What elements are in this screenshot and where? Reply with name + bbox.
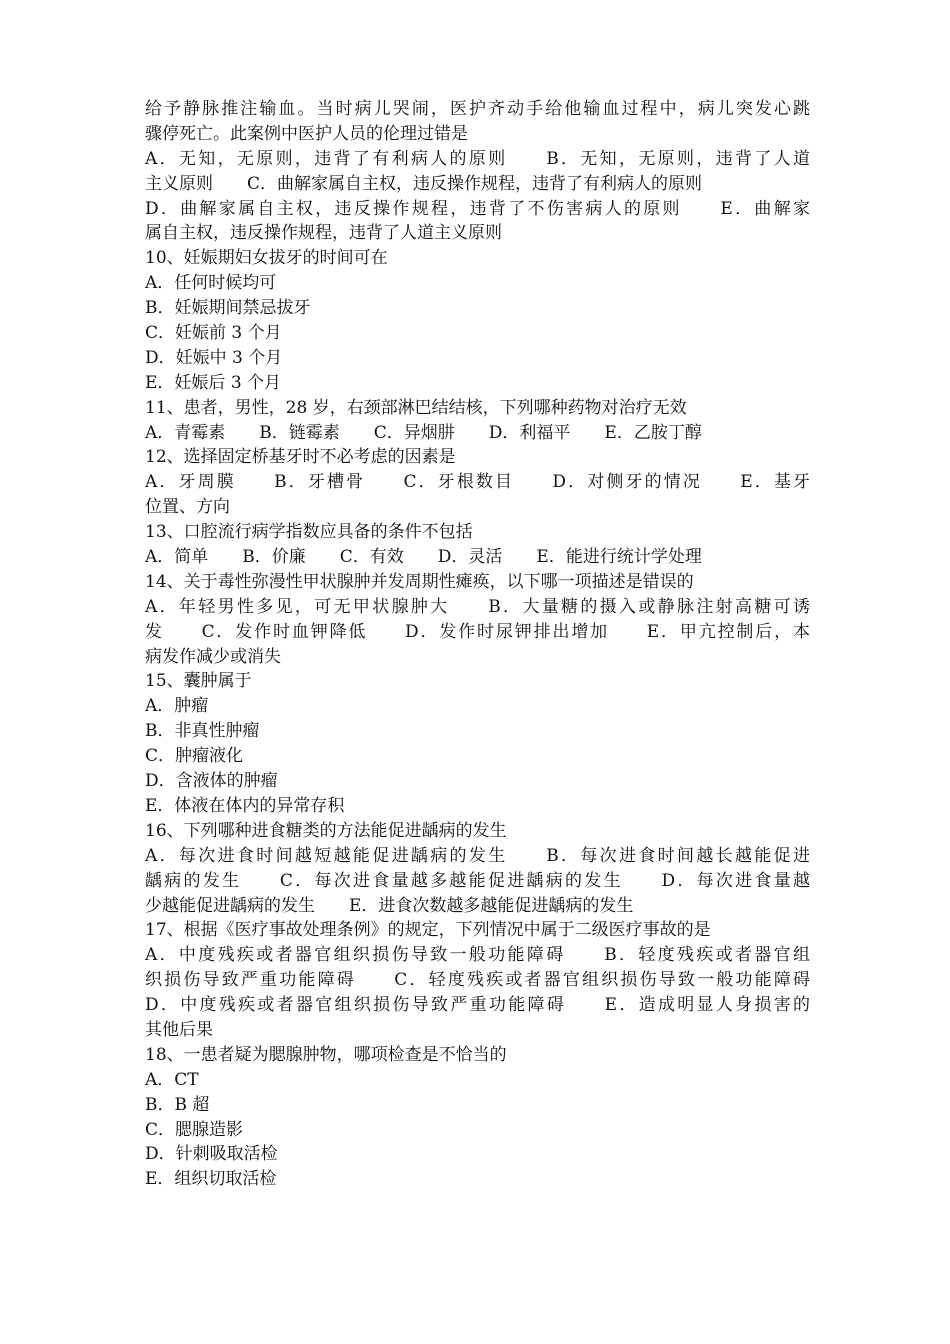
text-line: 属自主权，违反操作规程，违背了人道主义原则 — [145, 223, 502, 244]
answer-option: D．含液体的肿瘤 — [145, 771, 278, 792]
answer-option: E．组织切取活检 — [145, 1169, 277, 1190]
answer-options-line: A．年轻男性多见，可无甲状腺肿大 B．大量糖的摄入或静脉注射高糖可诱 — [145, 596, 810, 617]
answer-options-line: A．简单 B．价廉 C．有效 D．灵活 E．能进行统计学处理 — [145, 547, 702, 568]
question-heading: 12、选择固定桥基牙时不必考虑的因素是 — [145, 447, 456, 468]
answer-option: C．肿瘤液化 — [145, 746, 244, 767]
answer-options-line: 病发作减少或消失 — [145, 646, 281, 667]
answer-option: D．妊娠中 3 个月 — [145, 347, 283, 368]
answer-options-line: 发 C．发作时血钾降低 D．发作时尿钾排出增加 E．甲亢控制后，本 — [145, 621, 810, 642]
answer-options-line: 织损伤导致严重功能障碍 C．轻度残疾或者器官组织损伤导致一般功能障碍 — [145, 970, 810, 991]
answer-option: A．CT — [145, 1069, 199, 1090]
answer-options-line: 少越能促进龋病的发生 E．进食次数越多越能促进龋病的发生 — [145, 895, 634, 916]
answer-options-line: A．牙周膜 B．牙槽骨 C．牙根数目 D．对侧牙的情况 E．基牙 — [145, 472, 810, 493]
question-heading: 15、囊肿属于 — [145, 671, 252, 692]
answer-options-line: 龋病的发生 C．每次进食量越多越能促进龋病的发生 D．每次进食量越 — [145, 870, 810, 891]
document-body — [145, 97, 810, 1192]
text-line: A．无知，无原则，违背了有利病人的原则 B．无知，无原则，违背了人道 — [145, 148, 810, 169]
text-line: 主义原则 C．曲解家属自主权，违反操作规程，违背了有利病人的原则 — [145, 173, 703, 194]
question-heading: 14、关于毒性弥漫性甲状腺肿并发周期性瘫痪，以下哪一项描述是错误的 — [145, 571, 694, 592]
answer-option: D．针刺吸取活检 — [145, 1144, 278, 1165]
answer-options-line: A．每次进食时间越短越能促进龋病的发生 B．每次进食时间越长越能促进 — [145, 845, 810, 866]
text-line: 骤停死亡。此案例中医护人员的伦理过错是 — [145, 123, 468, 144]
answer-options-line: A．中度残疾或者器官组织损伤导致一般功能障碍 B．轻度残疾或者器官组 — [145, 945, 810, 966]
question-heading: 11、患者，男性，28 岁，右颈部淋巴结结核，下列哪种药物对治疗无效 — [145, 397, 687, 418]
question-heading: 16、下列哪种进食糖类的方法能促进龋病的发生 — [145, 820, 507, 841]
answer-option: E．体液在体内的异常存积 — [145, 795, 345, 816]
answer-options-line: 位置、方向 — [145, 497, 230, 518]
answer-option: A．任何时候均可 — [145, 273, 277, 294]
answer-options-line: 其他后果 — [145, 1019, 213, 1040]
question-heading: 17、根据《医疗事故处理条例》的规定，下列情况中属于二级医疗事故的是 — [145, 920, 711, 941]
text-line: 给予静脉推注输血。当时病儿哭闹，医护齐动手给他输血过程中，病儿突发心跳 — [145, 99, 810, 119]
answer-option: B．B 超 — [145, 1094, 210, 1115]
answer-options-line: D．中度残疾或者器官组织损伤导致严重功能障碍 E．造成明显人身损害的 — [145, 995, 810, 1016]
answer-option: B．妊娠期间禁忌拔牙 — [145, 298, 311, 319]
answer-options-line: A．青霉素 B．链霉素 C．异烟肼 D．利福平 E．乙胺丁醇 — [145, 422, 702, 443]
question-heading: 10、妊娠期妇女拔牙的时间可在 — [145, 248, 388, 269]
answer-option: C．妊娠前 3 个月 — [145, 323, 282, 344]
question-heading: 13、口腔流行病学指数应具备的条件不包括 — [145, 522, 473, 543]
question-heading: 18、一患者疑为腮腺肿物，哪项检查是不恰当的 — [145, 1044, 507, 1065]
answer-option: A．肿瘤 — [145, 696, 209, 717]
answer-option: C．腮腺造影 — [145, 1119, 244, 1140]
text-line: D．曲解家属自主权，违反操作规程，违背了不伤害病人的原则 E．曲解家 — [145, 198, 810, 219]
answer-option: E．妊娠后 3 个月 — [145, 372, 282, 393]
answer-option: B．非真性肿瘤 — [145, 721, 260, 742]
